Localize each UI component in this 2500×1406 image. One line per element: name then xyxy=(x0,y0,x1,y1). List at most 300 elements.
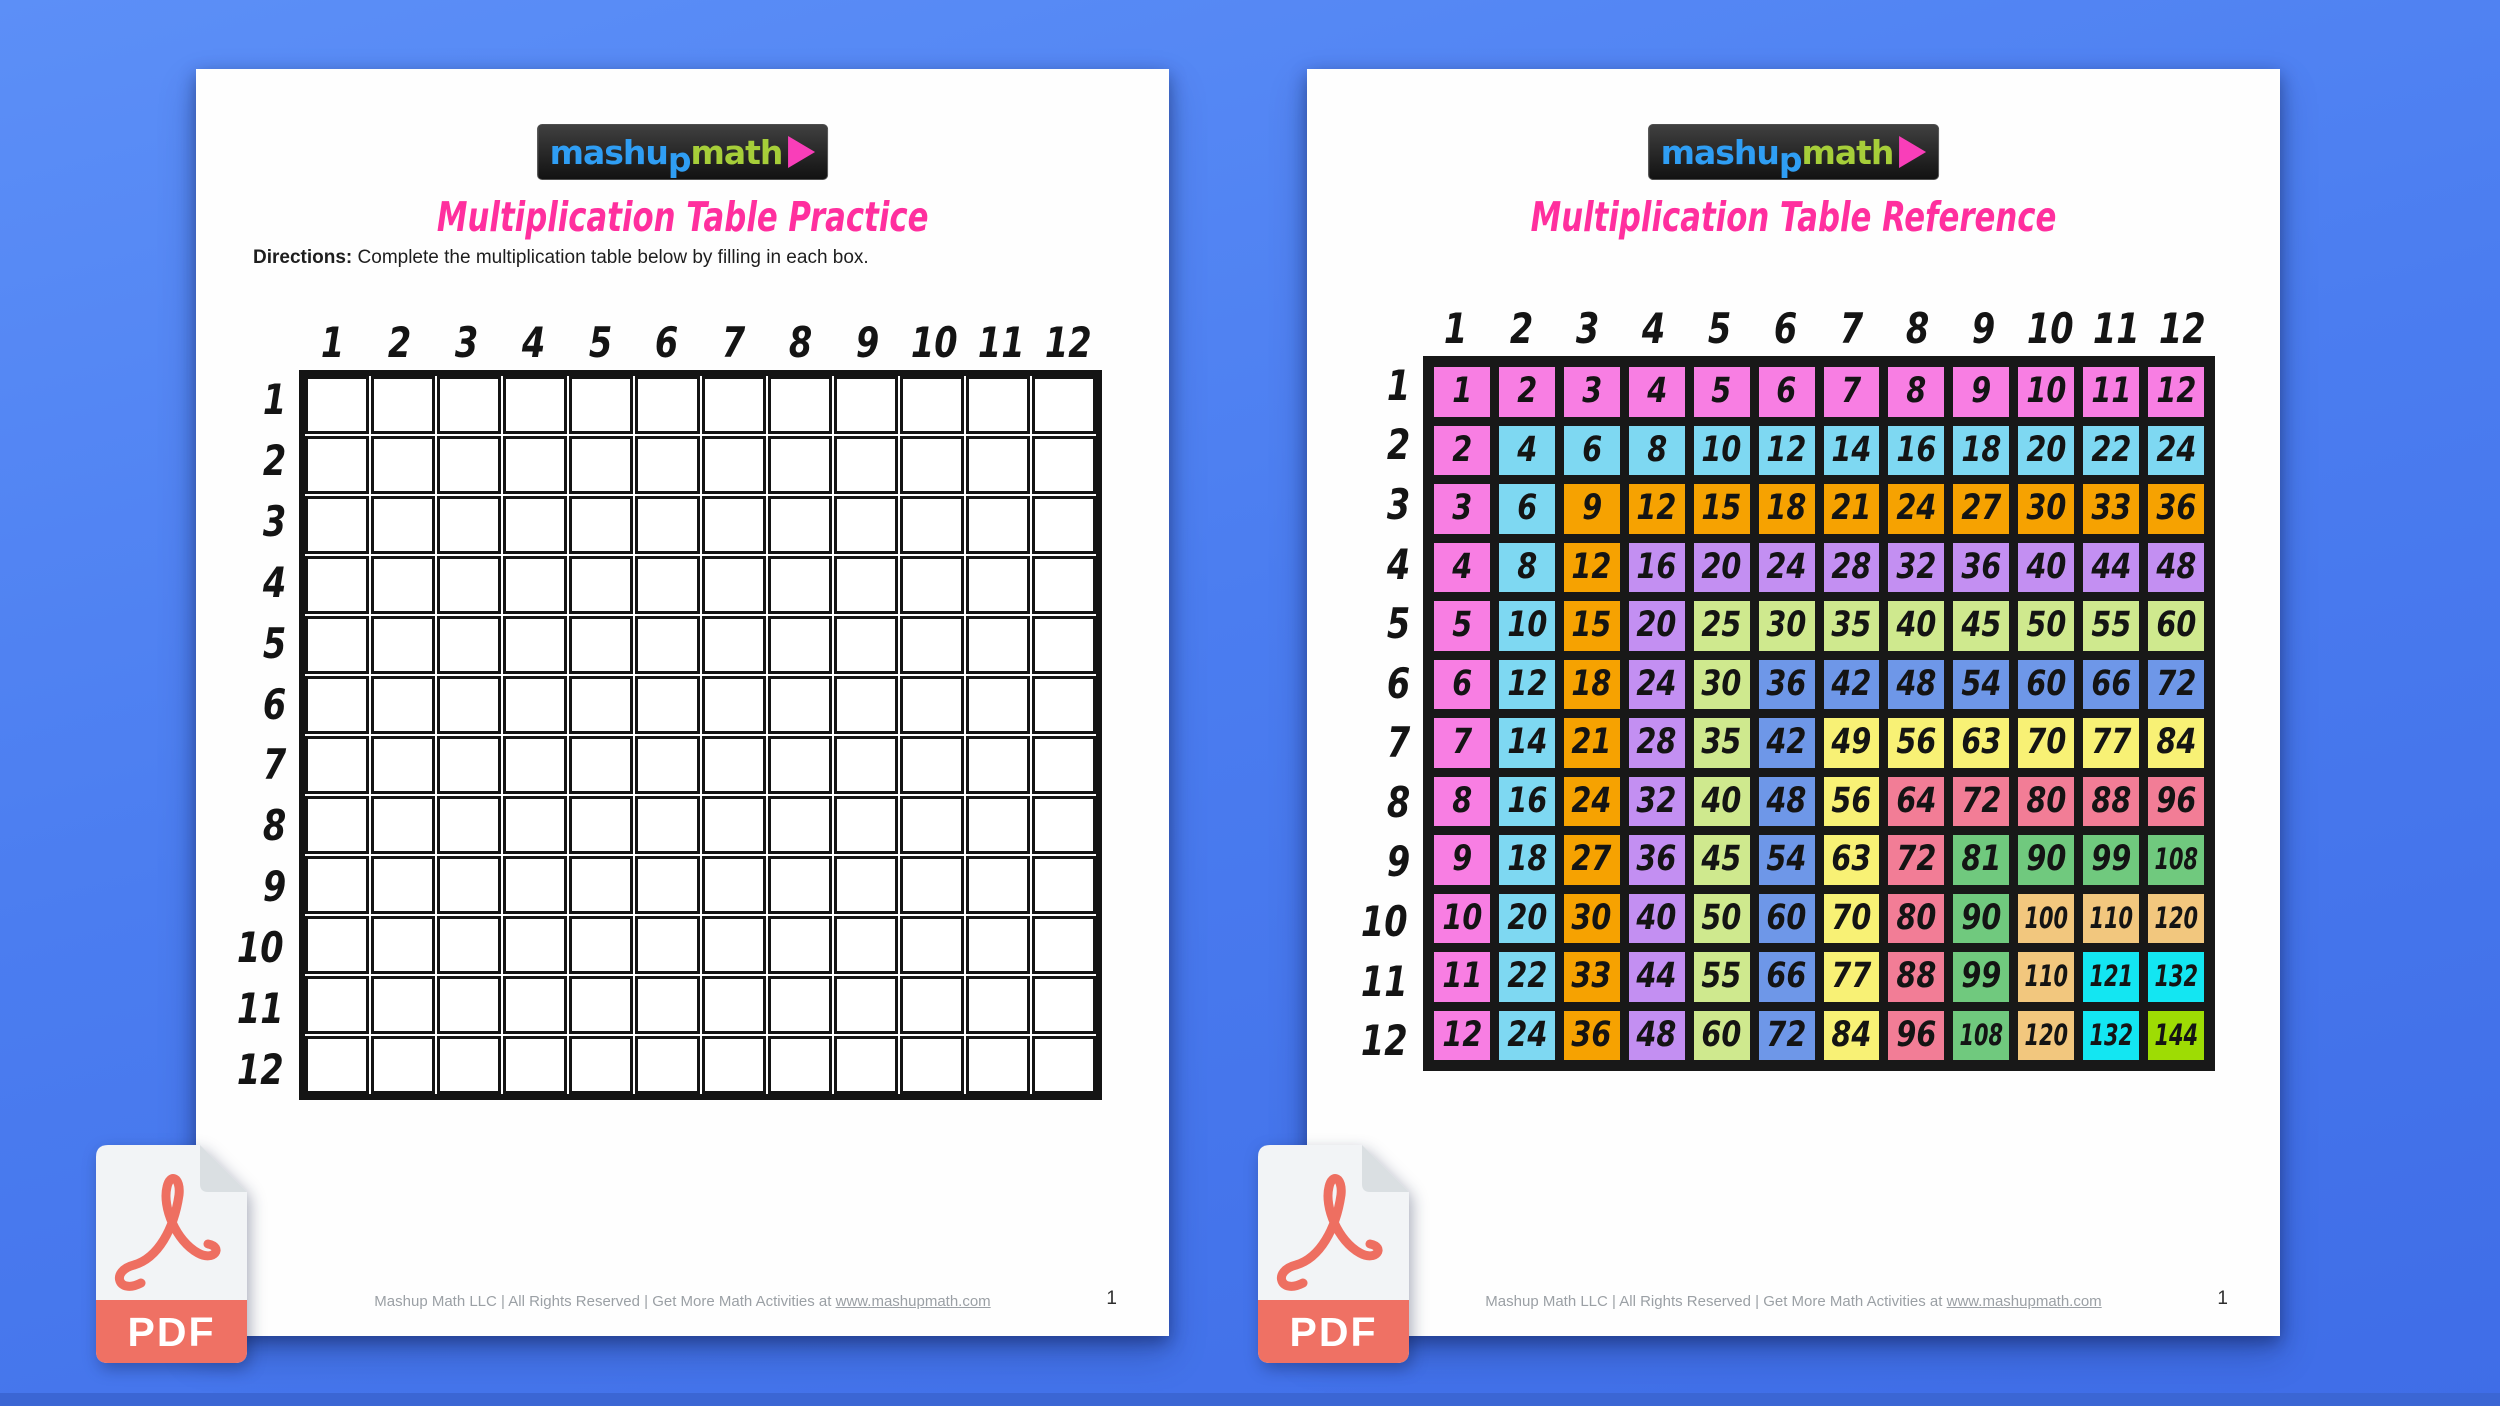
reference-cell xyxy=(2015,540,2077,596)
practice-empty-cell[interactable] xyxy=(305,976,369,1034)
reference-cell-value: 72 xyxy=(1766,1014,1807,1055)
reference-cell xyxy=(1626,598,1688,654)
row-header-wrap xyxy=(260,857,289,918)
practice-empty-cell[interactable] xyxy=(834,856,898,914)
reference-cell-value: 18 xyxy=(1571,663,1612,704)
reference-cell xyxy=(1950,891,2012,947)
col-header: 2 xyxy=(1510,304,1534,353)
reference-cell xyxy=(2080,715,2142,771)
practice-empty-cell[interactable] xyxy=(966,736,1030,794)
reference-cell xyxy=(1691,540,1753,596)
footer-link[interactable]: www.mashupmath.com xyxy=(1946,1293,2102,1310)
practice-empty-cell[interactable] xyxy=(1032,616,1096,674)
reference-cell-value: 70 xyxy=(1831,897,1872,938)
practice-empty-cell[interactable] xyxy=(768,856,832,914)
reference-cell-value: 80 xyxy=(2026,780,2067,821)
row-header: 10 xyxy=(1360,896,1408,946)
practice-empty-cell[interactable] xyxy=(966,496,1030,554)
reference-cell xyxy=(1561,774,1623,830)
practice-empty-cell[interactable] xyxy=(371,376,435,434)
reference-cell-value: 9 xyxy=(1581,488,1602,529)
practice-empty-cell[interactable] xyxy=(305,376,369,434)
practice-empty-cell[interactable] xyxy=(768,436,832,494)
practice-empty-cell[interactable] xyxy=(966,1036,1030,1094)
practice-empty-cell[interactable] xyxy=(305,616,369,674)
practice-empty-cell[interactable] xyxy=(437,916,501,974)
reference-cell-value: 72 xyxy=(1961,780,2002,821)
practice-empty-cell[interactable] xyxy=(834,736,898,794)
practice-empty-cell[interactable] xyxy=(1032,916,1096,974)
reference-cell-value: 54 xyxy=(1766,839,1807,880)
reference-cell xyxy=(1821,774,1883,830)
practice-empty-cell[interactable] xyxy=(702,436,766,494)
reference-cell-value: 15 xyxy=(1571,605,1612,646)
practice-empty-cell[interactable] xyxy=(305,496,369,554)
practice-empty-cell[interactable] xyxy=(768,916,832,974)
reference-cell-value: 32 xyxy=(1636,780,1677,821)
practice-empty-cell[interactable] xyxy=(702,1036,766,1094)
reference-cell-value: 50 xyxy=(2026,605,2067,646)
practice-empty-cell[interactable] xyxy=(569,736,633,794)
reference-cell xyxy=(1496,774,1558,830)
row-header-wrap xyxy=(1384,833,1413,893)
reference-cell xyxy=(1496,598,1558,654)
practice-empty-cell[interactable] xyxy=(768,496,832,554)
reference-cell xyxy=(1561,1008,1623,1064)
practice-empty-cell[interactable] xyxy=(768,556,832,614)
pdf-icon-graphic xyxy=(96,1145,247,1363)
reference-cell-value: 40 xyxy=(2026,546,2067,587)
practice-empty-cell[interactable] xyxy=(503,736,567,794)
practice-empty-cell[interactable] xyxy=(569,856,633,914)
practice-empty-cell[interactable] xyxy=(569,556,633,614)
reference-cell-value: 40 xyxy=(1636,897,1677,938)
reference-cell xyxy=(1691,715,1753,771)
row-header-wrap xyxy=(260,492,289,553)
practice-empty-cell[interactable] xyxy=(900,496,964,554)
reference-cell-value: 20 xyxy=(1701,546,1742,587)
practice-empty-cell[interactable] xyxy=(834,556,898,614)
practice-empty-cell[interactable] xyxy=(900,856,964,914)
practice-empty-cell[interactable] xyxy=(305,856,369,914)
practice-empty-cell[interactable] xyxy=(1032,976,1096,1034)
practice-empty-cell[interactable] xyxy=(635,436,699,494)
practice-empty-cell[interactable] xyxy=(768,736,832,794)
practice-empty-cell[interactable] xyxy=(635,376,699,434)
practice-empty-cell[interactable] xyxy=(1032,556,1096,614)
practice-empty-cell[interactable] xyxy=(569,436,633,494)
practice-empty-cell[interactable] xyxy=(900,976,964,1034)
practice-empty-cell[interactable] xyxy=(966,916,1030,974)
reference-cell-value: 24 xyxy=(1506,1014,1547,1055)
reference-cell xyxy=(1756,832,1818,888)
practice-empty-cell[interactable] xyxy=(834,376,898,434)
reference-cell xyxy=(2015,891,2077,947)
reference-cell xyxy=(1561,657,1623,713)
practice-empty-cell[interactable] xyxy=(437,496,501,554)
practice-empty-cell[interactable] xyxy=(569,916,633,974)
practice-empty-cell[interactable] xyxy=(702,616,766,674)
practice-empty-cell[interactable] xyxy=(503,616,567,674)
practice-empty-cell[interactable] xyxy=(569,676,633,734)
practice-empty-cell[interactable] xyxy=(635,916,699,974)
reference-cell xyxy=(1496,364,1558,420)
practice-empty-cell[interactable] xyxy=(371,916,435,974)
reference-cell-value: 108 xyxy=(1959,1017,2004,1052)
practice-empty-cell[interactable] xyxy=(834,1036,898,1094)
reference-cell-value: 99 xyxy=(2091,839,2132,880)
practice-empty-cell[interactable] xyxy=(305,736,369,794)
reference-cell-value: 56 xyxy=(1896,722,1937,763)
practice-empty-cell[interactable] xyxy=(966,976,1030,1034)
practice-empty-cell[interactable] xyxy=(503,976,567,1034)
reference-cell-value: 24 xyxy=(1896,488,1937,529)
reference-cell-value: 56 xyxy=(1831,780,1872,821)
practice-empty-cell[interactable] xyxy=(635,1036,699,1094)
reference-cell xyxy=(1561,949,1623,1005)
reference-cell-value: 60 xyxy=(2156,605,2197,646)
practice-empty-cell[interactable] xyxy=(966,676,1030,734)
reference-cell-value: 12 xyxy=(1441,1014,1482,1055)
practice-empty-cell[interactable] xyxy=(569,976,633,1034)
practice-empty-cell[interactable] xyxy=(569,1036,633,1094)
practice-column-headers xyxy=(299,306,1102,370)
reference-cell-value: 10 xyxy=(2026,371,2067,412)
reference-cell-value: 3 xyxy=(1451,488,1472,529)
practice-empty-cell[interactable] xyxy=(635,676,699,734)
practice-empty-cell[interactable] xyxy=(768,616,832,674)
practice-empty-cell[interactable] xyxy=(305,556,369,614)
reference-cell-value: 4 xyxy=(1646,371,1667,412)
practice-empty-cell[interactable] xyxy=(900,556,964,614)
practice-empty-cell[interactable] xyxy=(1032,736,1096,794)
practice-empty-cell[interactable] xyxy=(1032,796,1096,854)
practice-empty-cell[interactable] xyxy=(305,676,369,734)
reference-cell-value: 81 xyxy=(1961,839,2002,880)
col-header: 4 xyxy=(521,318,545,367)
practice-empty-cell[interactable] xyxy=(900,736,964,794)
practice-empty-cell[interactable] xyxy=(305,1036,369,1094)
practice-empty-cell[interactable] xyxy=(437,1036,501,1094)
reference-cell-value: 36 xyxy=(1961,546,2002,587)
reference-cell xyxy=(2080,1008,2142,1064)
reference-cell-value: 84 xyxy=(2156,722,2197,763)
practice-empty-cell[interactable] xyxy=(371,796,435,854)
reference-cell-value: 48 xyxy=(1636,1014,1677,1055)
practice-empty-cell[interactable] xyxy=(569,796,633,854)
practice-empty-cell[interactable] xyxy=(371,556,435,614)
practice-empty-cell[interactable] xyxy=(702,976,766,1034)
practice-empty-cell[interactable] xyxy=(702,736,766,794)
reference-cell-value: 36 xyxy=(1766,663,1807,704)
reference-cell xyxy=(1626,423,1688,479)
reference-cell-value: 72 xyxy=(2156,663,2197,704)
reference-cell xyxy=(2145,481,2207,537)
reference-cell xyxy=(1691,774,1753,830)
reference-cell xyxy=(1691,423,1753,479)
logo-text xyxy=(1660,132,1894,179)
reference-cell xyxy=(1950,1008,2012,1064)
practice-empty-cell[interactable] xyxy=(834,436,898,494)
practice-empty-cell[interactable] xyxy=(900,436,964,494)
reference-cell xyxy=(1821,832,1883,888)
reference-cell xyxy=(2145,832,2207,888)
reference-cell-value: 11 xyxy=(2091,371,2132,412)
practice-empty-cell[interactable] xyxy=(635,556,699,614)
reference-cell xyxy=(1431,715,1493,771)
logo-text xyxy=(549,132,783,179)
pdf-file-icon[interactable] xyxy=(1258,1145,1409,1363)
reference-cell-value: 6 xyxy=(1451,663,1472,704)
reference-cell-value: 2 xyxy=(1516,371,1537,412)
practice-empty-cell[interactable] xyxy=(569,376,633,434)
practice-empty-cell[interactable] xyxy=(503,856,567,914)
row-header-wrap xyxy=(231,978,289,1039)
reference-cell xyxy=(2145,423,2207,479)
practice-empty-cell[interactable] xyxy=(437,436,501,494)
row-header: 6 xyxy=(262,679,287,729)
reference-cell xyxy=(1756,715,1818,771)
footer-link[interactable]: www.mashupmath.com xyxy=(835,1293,991,1310)
reference-cell xyxy=(1950,540,2012,596)
reference-cell xyxy=(1885,774,1947,830)
practice-empty-cell[interactable] xyxy=(768,676,832,734)
reference-cell-value: 66 xyxy=(1766,956,1807,997)
reference-cell xyxy=(2145,540,2207,596)
reference-cell-value: 22 xyxy=(1506,956,1547,997)
bottom-edge-strip xyxy=(0,1393,2500,1406)
row-header-wrap xyxy=(231,917,289,978)
col-header: 1 xyxy=(320,318,345,367)
reference-cell xyxy=(2145,715,2207,771)
reference-cell xyxy=(1626,364,1688,420)
reference-cell xyxy=(1756,891,1818,947)
reference-cell xyxy=(1691,949,1753,1005)
practice-empty-cell[interactable] xyxy=(900,616,964,674)
practice-empty-cell[interactable] xyxy=(834,496,898,554)
practice-empty-cell[interactable] xyxy=(1032,856,1096,914)
practice-empty-cell[interactable] xyxy=(305,436,369,494)
practice-empty-cell[interactable] xyxy=(503,436,567,494)
practice-empty-cell[interactable] xyxy=(503,376,567,434)
practice-empty-cell[interactable] xyxy=(503,496,567,554)
practice-empty-cell[interactable] xyxy=(768,796,832,854)
practice-empty-cell[interactable] xyxy=(635,616,699,674)
practice-empty-cell[interactable] xyxy=(569,616,633,674)
practice-empty-cell[interactable] xyxy=(834,676,898,734)
practice-empty-cell[interactable] xyxy=(371,976,435,1034)
practice-empty-cell[interactable] xyxy=(371,736,435,794)
reference-cell xyxy=(1496,1008,1558,1064)
practice-empty-cell[interactable] xyxy=(966,436,1030,494)
practice-empty-cell[interactable] xyxy=(900,796,964,854)
reference-cell xyxy=(1756,423,1818,479)
reference-cell xyxy=(2080,364,2142,420)
reference-cell xyxy=(1885,949,1947,1005)
practice-empty-cell[interactable] xyxy=(834,616,898,674)
practice-empty-cell[interactable] xyxy=(768,1036,832,1094)
practice-empty-cell[interactable] xyxy=(371,676,435,734)
practice-empty-cell[interactable] xyxy=(635,856,699,914)
reference-cell-value: 30 xyxy=(1766,605,1807,646)
reference-cell xyxy=(1496,832,1558,888)
practice-empty-cell[interactable] xyxy=(900,1036,964,1094)
practice-empty-cell[interactable] xyxy=(768,376,832,434)
practice-empty-cell[interactable] xyxy=(900,376,964,434)
practice-empty-cell[interactable] xyxy=(702,676,766,734)
practice-empty-cell[interactable] xyxy=(305,916,369,974)
reference-cell xyxy=(1691,481,1753,537)
reference-cell xyxy=(1821,891,1883,947)
reference-cell xyxy=(1626,481,1688,537)
practice-empty-cell[interactable] xyxy=(702,856,766,914)
practice-empty-cell[interactable] xyxy=(702,556,766,614)
reference-cell xyxy=(2080,598,2142,654)
reference-cell-value: 36 xyxy=(2156,488,2197,529)
page-number: 1 xyxy=(2217,1288,2228,1309)
practice-empty-cell[interactable] xyxy=(437,856,501,914)
reference-cell xyxy=(1885,481,1947,537)
practice-empty-cell[interactable] xyxy=(702,916,766,974)
practice-empty-cell[interactable] xyxy=(966,796,1030,854)
footer-copy: Mashup Math LLC | All Rights Reserved | Get More Math Activities at xyxy=(1485,1293,1947,1310)
practice-empty-cell[interactable] xyxy=(569,496,633,554)
practice-empty-cell[interactable] xyxy=(635,496,699,554)
row-header: 9 xyxy=(262,862,287,912)
reference-cell xyxy=(1885,598,1947,654)
practice-empty-cell[interactable] xyxy=(305,796,369,854)
reference-cell xyxy=(1431,481,1493,537)
practice-empty-cell[interactable] xyxy=(437,736,501,794)
practice-empty-cell[interactable] xyxy=(503,1036,567,1094)
reference-cell xyxy=(2015,657,2077,713)
practice-empty-cell[interactable] xyxy=(437,796,501,854)
practice-empty-cell[interactable] xyxy=(1032,376,1096,434)
reference-cell xyxy=(1496,891,1558,947)
col-header: 12 xyxy=(2158,304,2206,353)
practice-empty-cell[interactable] xyxy=(371,616,435,674)
reference-cell xyxy=(2145,657,2207,713)
practice-empty-cell[interactable] xyxy=(371,436,435,494)
reference-cell-value: 88 xyxy=(1896,956,1937,997)
practice-empty-cell[interactable] xyxy=(702,496,766,554)
practice-empty-cell[interactable] xyxy=(635,976,699,1034)
practice-empty-cell[interactable] xyxy=(635,736,699,794)
practice-empty-cell[interactable] xyxy=(503,676,567,734)
practice-empty-cell[interactable] xyxy=(834,916,898,974)
reference-column-headers xyxy=(1423,292,2215,356)
logo-part-p: p xyxy=(1778,139,1802,179)
practice-empty-cell[interactable] xyxy=(1032,436,1096,494)
reference-cell xyxy=(1885,364,1947,420)
practice-empty-cell[interactable] xyxy=(702,796,766,854)
practice-empty-cell[interactable] xyxy=(834,796,898,854)
practice-empty-cell[interactable] xyxy=(437,676,501,734)
reference-cell xyxy=(1691,891,1753,947)
practice-empty-cell[interactable] xyxy=(768,976,832,1034)
reference-cell-value: 44 xyxy=(2091,546,2132,587)
reference-cell-value: 24 xyxy=(1571,780,1612,821)
reference-cell-value: 5 xyxy=(1711,371,1732,412)
row-header-wrap xyxy=(231,1039,289,1100)
practice-empty-cell[interactable] xyxy=(371,1036,435,1094)
reference-cell-value: 12 xyxy=(1571,546,1612,587)
practice-grid xyxy=(299,370,1102,1100)
practice-empty-cell[interactable] xyxy=(1032,1036,1096,1094)
practice-empty-cell[interactable] xyxy=(900,916,964,974)
row-header-wrap xyxy=(1384,594,1413,654)
practice-empty-cell[interactable] xyxy=(966,616,1030,674)
reference-cell xyxy=(2015,598,2077,654)
reference-cell xyxy=(1821,364,1883,420)
practice-empty-cell[interactable] xyxy=(702,376,766,434)
reference-cell-value: 132 xyxy=(2154,959,2198,994)
practice-empty-cell[interactable] xyxy=(635,796,699,854)
practice-empty-cell[interactable] xyxy=(503,556,567,614)
reference-cell xyxy=(2015,715,2077,771)
practice-empty-cell[interactable] xyxy=(503,796,567,854)
practice-empty-cell[interactable] xyxy=(966,856,1030,914)
pdf-icon-graphic xyxy=(1258,1145,1409,1363)
reference-cell-value: 55 xyxy=(1701,956,1742,997)
practice-empty-cell[interactable] xyxy=(437,556,501,614)
reference-cell-value: 55 xyxy=(2091,605,2132,646)
reference-cell xyxy=(1496,715,1558,771)
practice-empty-cell[interactable] xyxy=(966,556,1030,614)
reference-cell xyxy=(2080,423,2142,479)
practice-empty-cell[interactable] xyxy=(371,856,435,914)
practice-empty-cell[interactable] xyxy=(1032,496,1096,554)
reference-cell xyxy=(1496,949,1558,1005)
practice-empty-cell[interactable] xyxy=(437,616,501,674)
practice-empty-cell[interactable] xyxy=(900,676,964,734)
reference-cell xyxy=(1950,949,2012,1005)
row-header-wrap xyxy=(260,796,289,857)
reference-cell-value: 27 xyxy=(1961,488,2002,529)
reference-cell-value: 4 xyxy=(1451,546,1472,587)
col-header: 6 xyxy=(655,318,679,367)
reference-cell xyxy=(2015,1008,2077,1064)
reference-cell xyxy=(1885,540,1947,596)
reference-cell xyxy=(1821,481,1883,537)
reference-cell xyxy=(1756,481,1818,537)
reference-cell-value: 33 xyxy=(2091,488,2132,529)
pdf-file-icon[interactable] xyxy=(96,1145,247,1363)
reference-cell xyxy=(1691,657,1753,713)
reference-cell-value: 20 xyxy=(1506,897,1547,938)
reference-cell-value: 132 xyxy=(2089,1017,2133,1052)
reference-cell-value: 108 xyxy=(2154,842,2198,877)
reference-cell-value: 1 xyxy=(1451,371,1472,412)
reference-cell xyxy=(1821,949,1883,1005)
practice-empty-cell[interactable] xyxy=(437,976,501,1034)
practice-empty-cell[interactable] xyxy=(834,976,898,1034)
reference-row-headers xyxy=(1355,356,1413,1071)
pdf-fold-corner xyxy=(1362,1145,1409,1192)
practice-empty-cell[interactable] xyxy=(966,376,1030,434)
practice-empty-cell[interactable] xyxy=(503,916,567,974)
practice-empty-cell[interactable] xyxy=(1032,676,1096,734)
reference-cell xyxy=(1950,481,2012,537)
practice-empty-cell[interactable] xyxy=(437,376,501,434)
reference-cell xyxy=(1496,657,1558,713)
reference-cell xyxy=(1561,423,1623,479)
reference-cell-value: 120 xyxy=(2024,1017,2069,1052)
practice-empty-cell[interactable] xyxy=(371,496,435,554)
reference-cell xyxy=(2015,364,2077,420)
col-header: 10 xyxy=(911,318,959,367)
reference-cell-value: 6 xyxy=(1581,429,1602,470)
